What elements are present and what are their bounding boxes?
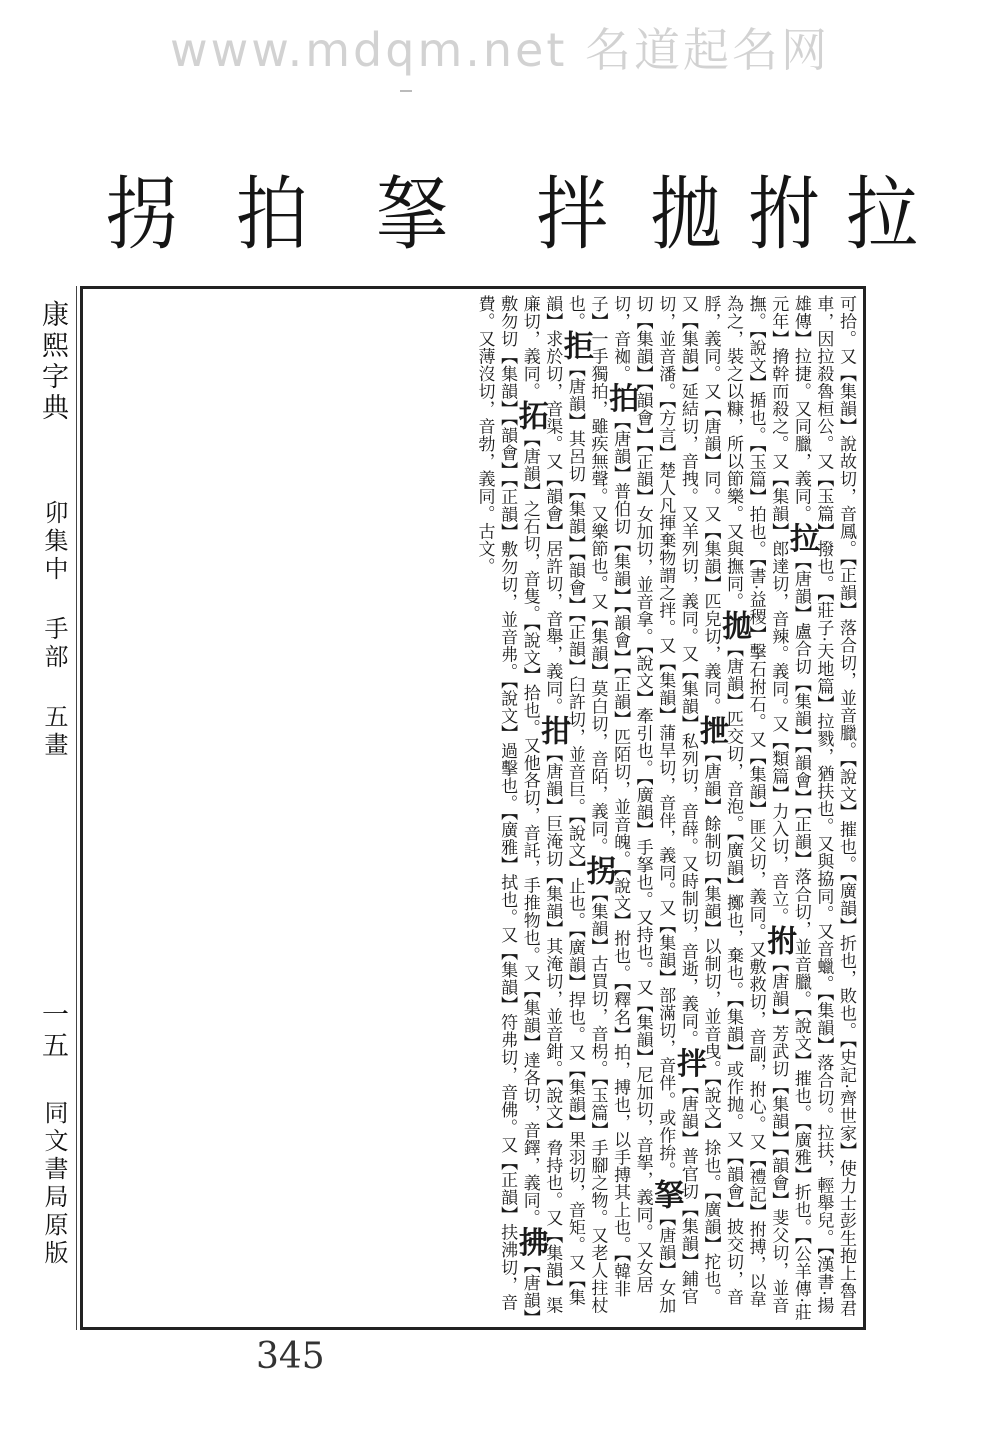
- watermark-text: www.mdqm.net 名道起名网: [169, 23, 831, 77]
- entry-text: 又【集韻】尼加切，音挐，義同。又女居切，音袽。: [610, 295, 653, 1294]
- margin-rule: [76, 286, 77, 1330]
- entry-text: 【唐韻】女加切【集韻】【韻會】【正韻】女加切，並音拿。【說文】牽引也。【廣韻】手拏也。又持也。: [632, 295, 676, 1314]
- entry-text: 又【禮記】拊搏，以韋為之，裝之以糠，所以節樂。又與撫同。: [723, 295, 766, 1308]
- entry-text: 【唐韻】敷勿切【集韻】【韻會】【正韻】敷勿切，並音弗。【說文】過擊也。【廣雅】拭也。又【集韻】符弗切，音佛。: [497, 295, 540, 1318]
- headword: 抴: [693, 715, 729, 745]
- dictionary-body: [89, 295, 857, 1321]
- book-title: 康熙字典: [37, 300, 68, 424]
- entry-text: 又【集韻】部滿切，音伴。或作拚。: [655, 899, 676, 1179]
- headword: 拂: [512, 1226, 548, 1257]
- entry-text: 【唐韻】匹交切，音泡。【廣韻】擲也，棄也。【集韻】或作抛。又【韻會】披交切，音脬，義同。: [700, 295, 744, 1306]
- seal-char-5: 拏: [376, 168, 448, 261]
- headword: 拉: [783, 522, 819, 553]
- divider: [400, 90, 412, 92]
- headword: 拏: [648, 1179, 684, 1209]
- entry-text: 又音蠟。【集韻】落合切。拉扶，輕舉兒。【漢書·揚雄傳】拉捷。: [790, 295, 834, 1314]
- entry-text: 可拾。又【集韻】說故切，音鳳。: [836, 295, 856, 558]
- entry-text: 又【玉篇】撥也。【莊子·天地篇】拉戮，猶扶也。又與拹同。: [813, 452, 834, 923]
- headword: 拊: [761, 925, 797, 955]
- section-label: 卯集中 手部 五畫: [40, 500, 68, 760]
- headword: 拑: [535, 715, 571, 745]
- page-margin: [34, 300, 72, 1330]
- entry-text: 【唐韻】之石切，音隻。【說文】拾也。又他各切，音託，手推物也。又【集韻】達各切，音鐸，義同。: [519, 430, 540, 1227]
- entry-text: 又樂節也。又【集韻】莫白切，音陌，義同。: [587, 505, 608, 855]
- headword: 拒: [557, 330, 593, 360]
- publisher-label: 同文書局原版: [40, 1100, 68, 1268]
- seal-char-7: 拐: [106, 168, 178, 261]
- entry-text: 【唐韻】普官切【集韻】鋪官切，並音潘。【方言】楚人凡揮棄物謂之拌。又【集韻】蒲旱切，音伴，義同。: [655, 295, 698, 1305]
- entry-text: 又【唐韻】同。又【集韻】匹皃切，義同。: [700, 382, 721, 715]
- entry-text: 又【集韻】私列切，音薛。又時制切，音逝，義同。: [677, 645, 698, 1048]
- headword: 拍: [603, 382, 639, 413]
- entry-text: 【正韻】落合切，並音臘。【說文】摧也。【廣韻】折也，敗也。【史記·齊世家】使力士彭生抱上魯君車，因拉殺魯桓公。: [813, 295, 856, 1317]
- seal-char-3: 拋: [650, 168, 722, 261]
- entry-text: 【唐韻】其呂切【集韻】【韻會】【正韻】臼許切，並音巨。【說文】止也。【廣韻】捍也。又【集韻】果羽切，音矩。: [564, 360, 585, 1254]
- seal-script-row: [70, 160, 930, 280]
- headword: 拌: [670, 1047, 706, 1078]
- entry-text: 【唐韻】餘制切【集韻】以制切，並音曳。【說文】捈也。【廣韻】拕也。又【集韻】延結切，音拽。又羊列切，義同。: [677, 295, 721, 1306]
- entry-text: 【唐韻】盧合切【集韻】【韻會】【正韻】落合切，並音臘。【說文】摧也。【廣雅】折也。【公羊傳·莊元年】搚幹而殺之。: [768, 295, 811, 1321]
- folio-number: 一五: [37, 1000, 68, 1062]
- headword: 拐: [580, 855, 616, 885]
- entry-text: 又【集韻】郎達切，音辣。義同。又【類篇】力入切，音立。: [768, 452, 789, 925]
- entry-text: 【唐韻】巨淹切【集韻】其淹切，並音鉗。【說文】脅持也。又【集韻】渠廉切，義同。: [519, 295, 563, 1314]
- entry-text: 【集韻】古買切，音枴。【玉篇】手腳之物。又老人拄杖也。: [564, 295, 608, 1314]
- entry-text: 又同臘，義同。: [790, 400, 811, 523]
- seal-char-4: 拌: [536, 168, 608, 261]
- headword: 拋: [716, 610, 752, 640]
- entry-text: 【唐韻】普伯切【集韻】【韻會】【正韻】匹陌切，並音魄。【說文】拊也。【釋名】拍，搏也，以手搏其上也。【韓非子】一手獨拍，雖疾無聲。: [587, 295, 631, 1298]
- headword: 拓: [512, 400, 548, 430]
- seal-char-6: 拍: [236, 168, 308, 261]
- text-frame: [80, 286, 866, 1330]
- seal-char-2: 拊: [748, 168, 820, 261]
- page-number: 345: [256, 1336, 325, 1377]
- entry-text: 【唐韻】芳武切【集韻】【韻會】斐父切，並音撫。【說文】揗也。【玉篇】拍也。【書·益稷】擊石拊石。又【集韻】匪父切，義同。又敷救切，音副，拊心。: [745, 295, 789, 1314]
- seal-char-1: 拉: [846, 168, 918, 261]
- entry-text: 又【集韻】求於切，音渠。又【韻會】居許切，音舉，義同。: [542, 295, 585, 1306]
- entry-text: 又【正韻】扶沸切，音費。又薄沒切，音勃，義同。古文。: [474, 295, 518, 1311]
